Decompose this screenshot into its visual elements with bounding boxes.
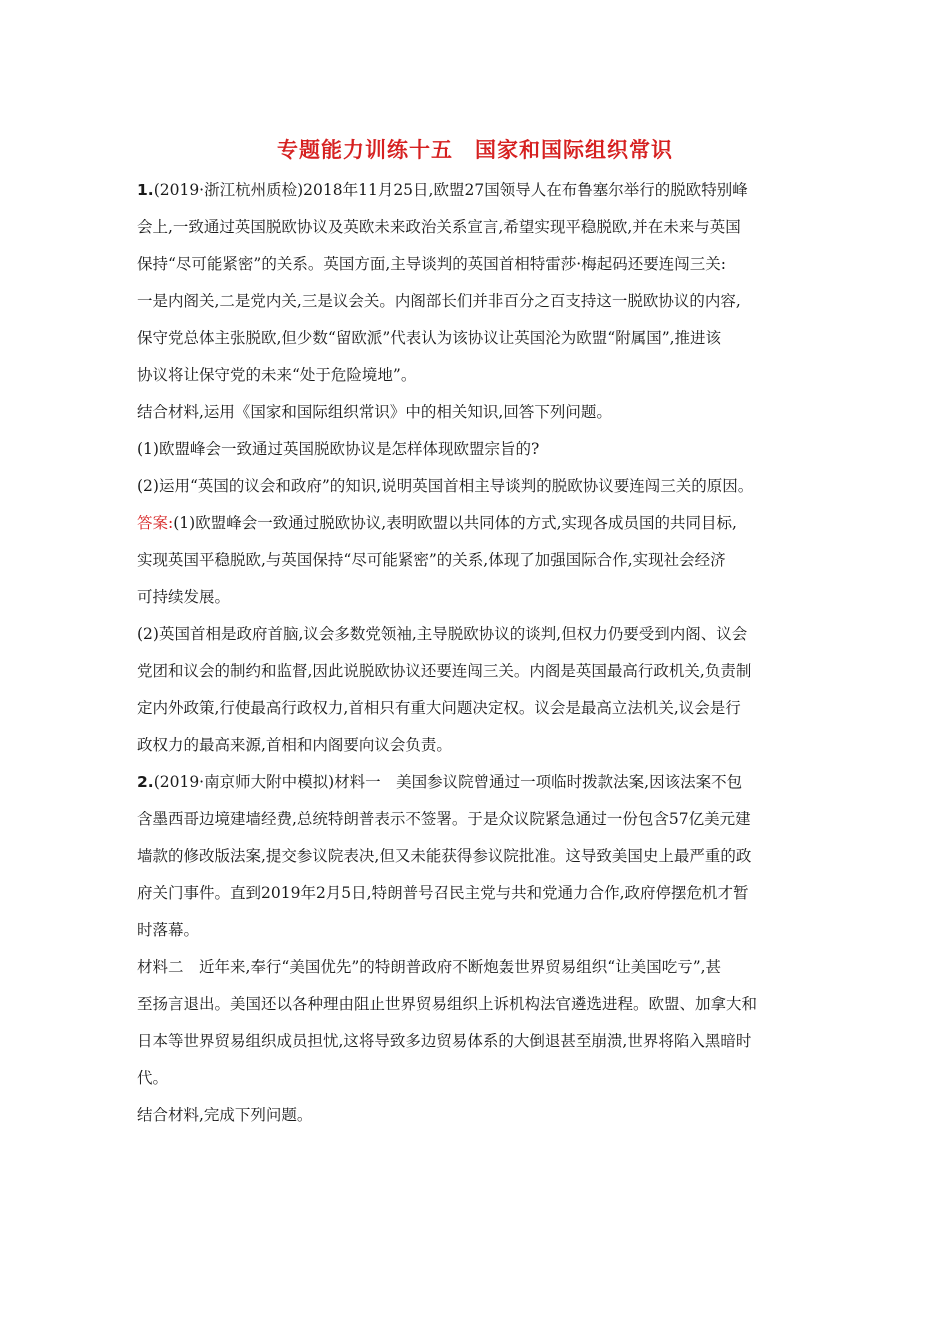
- q1-line-4: 一是内阁关,二是党内关,三是议会关。内阁部长们并非百分之百支持这一脱欧协议的内容,: [137, 292, 741, 310]
- answer-2-line-3: 定内外政策,行使最高行政权力,首相只有重大问题决定权。议会是最高立法机关,议会是行: [137, 699, 741, 717]
- q1-number: 1.: [137, 181, 154, 199]
- q1-instruction: 结合材料,运用《国家和国际组织常识》中的相关知识,回答下列问题。: [137, 403, 612, 421]
- answer-2-line-2: 党团和议会的制约和监督,因此说脱欧协议还要连闯三关。内阁是英国最高行政机关,负责制: [137, 662, 752, 680]
- q1-subquestion-1: (1)欧盟峰会一致通过英国脱欧协议是怎样体现欧盟宗旨的?: [137, 440, 540, 458]
- q1-line-5: 保守党总体主张脱欧,但少数“留欧派”代表认为该协议让英国沦为欧盟“附属国”,推进该: [137, 329, 722, 347]
- document-body: [137, 172, 827, 1134]
- q2-material2-line-3: 日本等世界贸易组织成员担忧,这将导致多边贸易体系的大倒退甚至崩溃,世界将陷入黑暗时: [137, 1032, 752, 1050]
- q2-instruction: 结合材料,完成下列问题。: [137, 1106, 313, 1124]
- q2-material2-line-1: 材料二 近年来,奉行“美国优先”的特朗普政府不断炮轰世界贸易组织“让美国吃亏”,甚: [137, 958, 722, 976]
- answer-line-3: 可持续发展。: [137, 588, 231, 606]
- q1-line-6: 协议将让保守党的未来“处于危险境地”。: [137, 366, 417, 384]
- q2-line-4: 府关门事件。直到2019年2月5日,特朗普号召民主党与共和党通力合作,政府停摆危机才暂: [137, 884, 749, 902]
- q2-line-1: [137, 764, 827, 801]
- q1-text: (2019·浙江杭州质检)2018年11月25日,欧盟27国领导人在布鲁塞尔举行的脱欧特别峰: [153, 181, 748, 199]
- answer-2-line-4: 政权力的最高来源,首相和内阁要向议会负责。: [137, 736, 452, 754]
- q2-line-2: 含墨西哥边境建墙经费,总统特朗普表示不签署。于是众议院紧急通过一份包含57亿美元建: [137, 810, 751, 828]
- q1-line-1: [137, 172, 827, 209]
- answer-1-text: (1)欧盟峰会一致通过脱欧协议,表明欧盟以共同体的方式,实现各成员国的共同目标,: [173, 514, 737, 532]
- page-title: 专题能力训练十五 国家和国际组织常识: [277, 138, 673, 162]
- q1-line-2: 会上,一致通过英国脱欧协议及英欧未来政治关系宣言,希望实现平稳脱欧,并在未来与英国: [137, 218, 741, 236]
- answer-2-line-1: (2)英国首相是政府首脑,议会多数党领袖,主导脱欧协议的谈判,但权力仍要受到内阁、议会: [137, 625, 748, 643]
- answer-line-1: [137, 505, 827, 542]
- q2-line-3: 墙款的修改版法案,提交参议院表决,但又未能获得参议院批准。这导致美国史上最严重的政: [137, 847, 752, 865]
- q1-line-3: 保持“尽可能紧密”的关系。英国方面,主导谈判的英国首相特雷莎·梅起码还要连闯三关:: [137, 255, 726, 273]
- q1-subquestion-2: (2)运用“英国的议会和政府”的知识,说明英国首相主导谈判的脱欧协议要连闯三关的原因。: [137, 477, 754, 495]
- q2-material2-line-2: 至扬言退出。美国还以各种理由阻止世界贸易组织上诉机构法官遴选进程。欧盟、加拿大和: [137, 995, 758, 1013]
- q2-text: (2019·南京师大附中模拟)材料一 美国参议院曾通过一项临时拨款法案,因该法案不包: [153, 773, 743, 791]
- q2-number: 2.: [137, 773, 154, 791]
- answer-label: 答案:: [137, 514, 174, 532]
- q2-line-5: 时落幕。: [137, 921, 200, 939]
- answer-line-2: 实现英国平稳脱欧,与英国保持“尽可能紧密”的关系,体现了加强国际合作,实现社会经济: [137, 551, 726, 569]
- q2-material2-line-4: 代。: [137, 1069, 169, 1087]
